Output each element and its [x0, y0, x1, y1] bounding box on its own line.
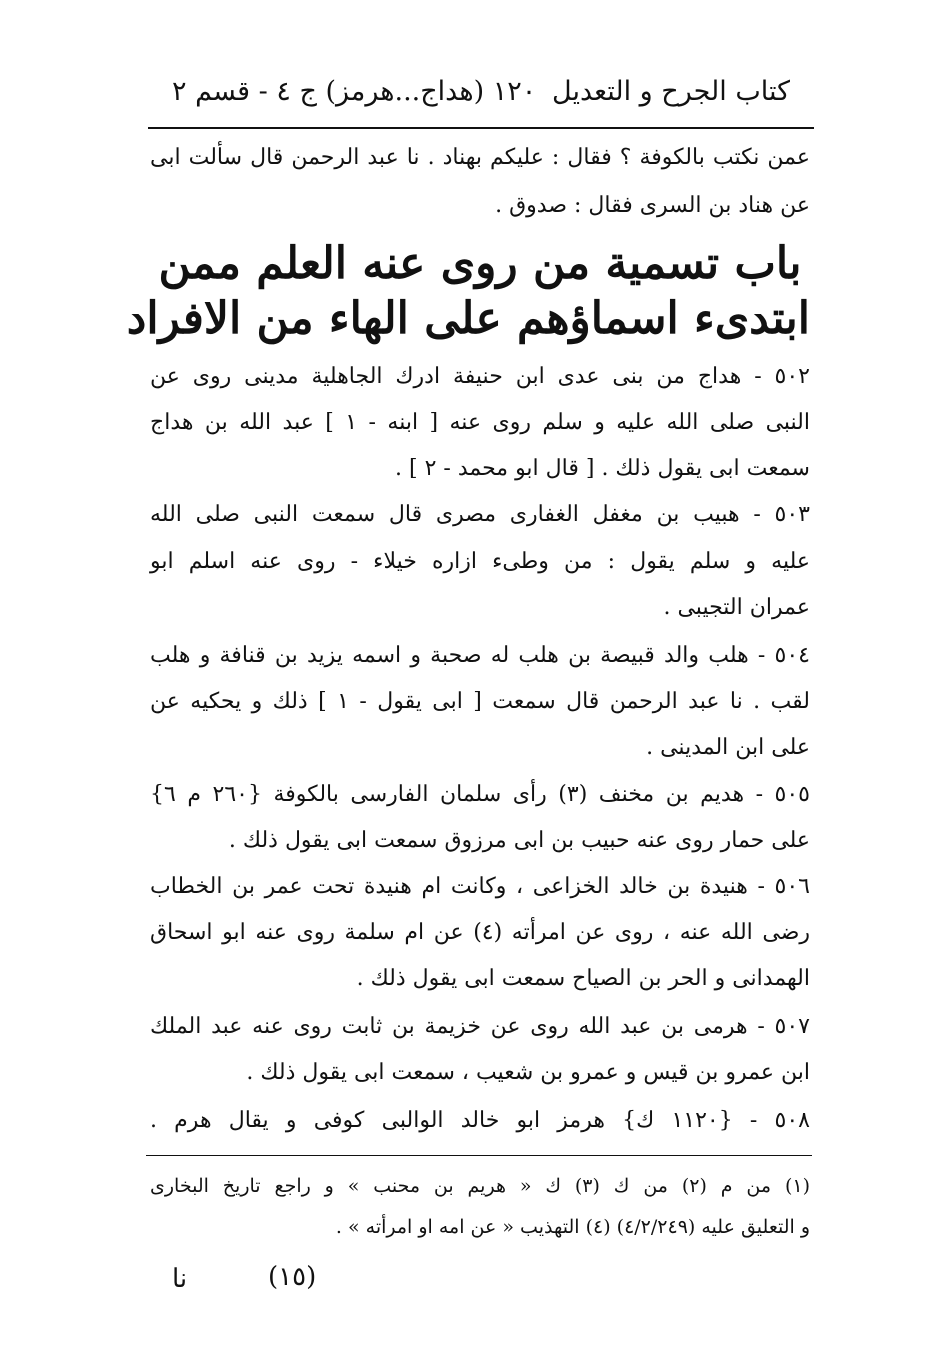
- intro-line: عمن نكتب بالكوفة ؟ فقال : عليكم بهناد . نا عبد الرحمن قال سألت ابى: [150, 145, 810, 170]
- entry-504-line: على ابن المدينى .: [646, 735, 810, 760]
- entry-503-line: عليه و سلم يقول : من وطىء ازاره خيلاء - روى عنه اسلم ابو: [150, 549, 810, 574]
- entry-504-line: ٥٠٤ - هلب والد قبيصة بن هلب له صحبة و اسمه يزيد بن قنافة و هلب: [150, 643, 810, 668]
- entry-502-line: النبى صلى الله عليه و سلم روى عنه [ ابنه - ١ ] عبد الله بن هداج: [150, 410, 810, 435]
- entry-508-line: ٥٠٨ - {١١٢٠ ك} هرمز ابو خالد الوالبى كوفى و يقال هرم .: [150, 1108, 810, 1133]
- page-heading: ١٢٠ (هداج...هرمز) ج ٤ - قسم ٢: [172, 76, 537, 107]
- entry-503-line: عمران التجيبى .: [663, 595, 810, 620]
- entry-504-line: لقب . نا عبد الرحمن قال سمعت [ ابى يقول - ١ ] ذلك و يحكيه عن: [150, 689, 810, 714]
- entry-502-line: ٥٠٢ - هداج من بنى عدى ابن حنيفة ادرك الجاهلية مدينى روى عن: [150, 364, 810, 389]
- entry-502-line: سمعت ابى يقول ذلك . [ قال ابو محمد - ٢ ] .: [395, 456, 810, 481]
- entry-505-line: على حمار روى عنه حبيب بن ابى مرزوق سمعت ابى يقول ذلك .: [228, 828, 810, 853]
- intro-line: عن هناد بن السرى فقال : صدوق .: [495, 193, 810, 218]
- entry-503-line: ٥٠٣ - هبيب بن مغفل الغفارى مصرى قال سمعت النبى صلى الله: [150, 502, 810, 527]
- footnote-rule: [146, 1155, 812, 1156]
- header-rule: [148, 127, 814, 129]
- entry-506-line: الهمدانى و الحر بن الصياح سمعت ابى يقول ذلك .: [356, 966, 810, 991]
- entry-507-line: ٥٠٧ - هرمى بن عبد الله روى عن خزيمة بن ثابت روى عنه عبد الملك: [150, 1014, 810, 1039]
- entry-506-line: ٥٠٦ - هنيدة بن خالد الخزاعى ، وكانت ام هنيدة تحت عمر بن الخطاب: [150, 874, 810, 899]
- chapter-title: باب تسمية من روى عنه العلم ممن: [158, 238, 802, 289]
- entry-506-line: رضى الله عنه ، روى عن امرأته (٤) عن ام سلمة روى عنه ابو اسحاق: [150, 920, 810, 945]
- chapter-title: ابتدىء اسماؤهم على الهاء من الافراد: [126, 293, 810, 344]
- entry-507-line: ابن عمرو بن قيس و عمرو بن شعيب ، سمعت ابى يقول ذلك .: [246, 1060, 810, 1085]
- catchword: نا: [172, 1264, 188, 1294]
- signature-number: (١٥): [268, 1262, 317, 1292]
- entry-505-line: ٥٠٥ - هديم بن مخنف (٣) رأى سلمان الفارسى بالكوفة {٢٦٠ م ٦}: [150, 782, 810, 807]
- footnote-line: (١) من م (٢) من ك (٣) ك « هريم بن محنب » و راجع تاريخ البخارى: [150, 1175, 810, 1197]
- running-header: [150, 72, 790, 120]
- footnote-line: و التعليق عليه (٤/٢/٢٤٩) (٤) التهذيب « عن امه او امرأته » .: [335, 1216, 810, 1238]
- book-title: كتاب الجرح و التعديل: [552, 76, 790, 107]
